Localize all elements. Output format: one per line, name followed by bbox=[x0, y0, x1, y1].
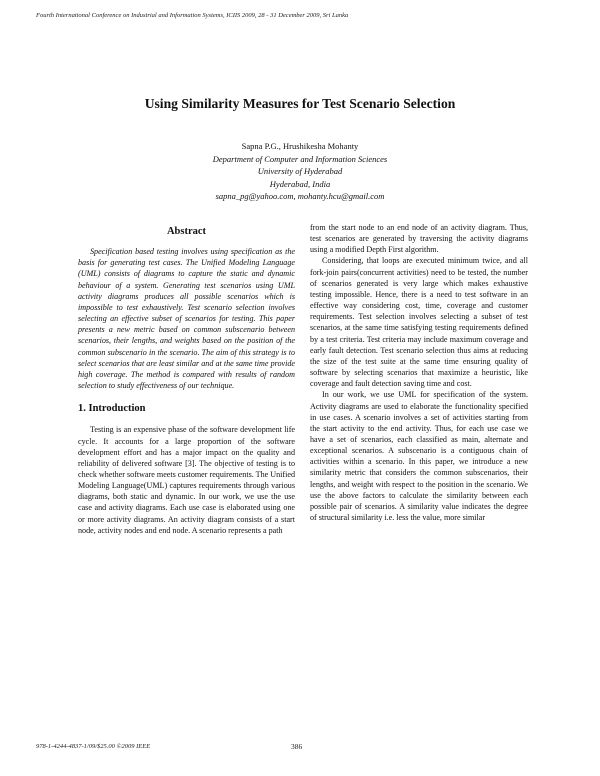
author-department: Department of Computer and Information Sciences bbox=[212, 153, 388, 164]
paragraph-loops: Considering, that loops are executed minimum twice, and all fork-join pairs(concurrent activities) need to be tested, the number of scenarios generated is very large which makes exhaustive testing impossible. Hence, there is a need to test software in an effective way considering cost, time, coverage and customer requirements. Test selection involves selecting a subset of test scenarios, at the same time satisfying testing requirements defined by a test criteria. Test criteria may include maximum coverage and early fault detection. Test scenario selection thus aims at reducing the size of the test suite at the same time ensuring quality of software by selecting scenarios that maximize a heuristic, like coverage and fault detection saving time and cost. bbox=[310, 256, 528, 389]
intro-paragraph: Testing is an expensive phase of the software development life cycle. It accounts for a large proportion of the software development effort and has a major impact on the quality and reliability of delivered software [3]. The objective of testing is to check whether software meets customer requirements. The Unified Modeling Language(UML) captures requirements through various diagrams, both static and dynamic. In our work, we use the use case and activity diagrams. Each use case is elaborated using one or more activity diagrams. An activity diagram consists of a start node, activity nodes and end node. A scenario represents a path bbox=[78, 425, 295, 535]
isbn-footer: 978-1-4244-4837-1/09/$25.00 ©2009 IEEE bbox=[36, 743, 151, 750]
conference-header: Fourth International Conference on Industrial and Information Systems, ICIIS 2009, 28 - 31 December 2009, Sri Lanka bbox=[36, 12, 349, 19]
abstract-heading: Abstract bbox=[166, 226, 207, 237]
abstract-text: Specification based testing involves using specification as the basis for generating test cases. The Unified Modeling Language (UML) consists of diagrams to capture the static and dynamic behaviour of a system. Generating test scenarios using UML activity diagrams produces all possible scenarios which is impossible to test exhaustively. Test scenario selection involves selecting an effective subset of scenarios for testing. This paper presents a new metric based on common subscenario between scenarios, their lengths, and weights based on the position of the common subscenario in the scenario. The aim of this strategy is to select scenarios that are least similar and at the same time provide high coverage. The method is compared with results of random selection to study effectiveness of our technique. bbox=[78, 247, 295, 391]
author-emails: sapna_pg@yahoo.com, mohanty.hcu@gmail.com bbox=[215, 191, 385, 202]
paragraph-our-work: In our work, we use UML for specification of the system. Activity diagrams are used to elaborate the functionality specified in use cases. A scenario involves a set of activities starting from the start activity to the end activity. Thus, for each use case we have a set of scenarios, each classified as main, alternate and exceptional scenarios. A subscenario is a contiguous chain of activities within a scenario. In this paper, we introduce a new similarity metric that considers the common subscenarios, their lengths, and weight with respect to the position in the scenario. We use the above factors to calculate the similarity between each possible pair of scenarios. A similarity value indicates the degree of structural similarity i.e. less the value, more similar bbox=[310, 390, 528, 523]
left-column bbox=[78, 226, 295, 536]
author-names: Sapna P.G., Hrushikesha Mohanty bbox=[241, 141, 359, 151]
section-heading-introduction: 1. Introduction bbox=[78, 403, 146, 415]
author-block bbox=[0, 140, 600, 203]
paper-title: Using Similarity Measures for Test Scenario Selection bbox=[144, 96, 456, 111]
page-number: 386 bbox=[291, 742, 303, 751]
paragraph-continued: from the start node to an end node of an activity diagram. Thus, test scenarios are generated by traversing the activity diagrams using a modified Depth First algorithm. bbox=[310, 223, 528, 255]
right-column bbox=[310, 222, 528, 523]
author-university: University of Hyderabad bbox=[257, 166, 343, 177]
author-location: Hyderabad, India bbox=[269, 178, 331, 189]
